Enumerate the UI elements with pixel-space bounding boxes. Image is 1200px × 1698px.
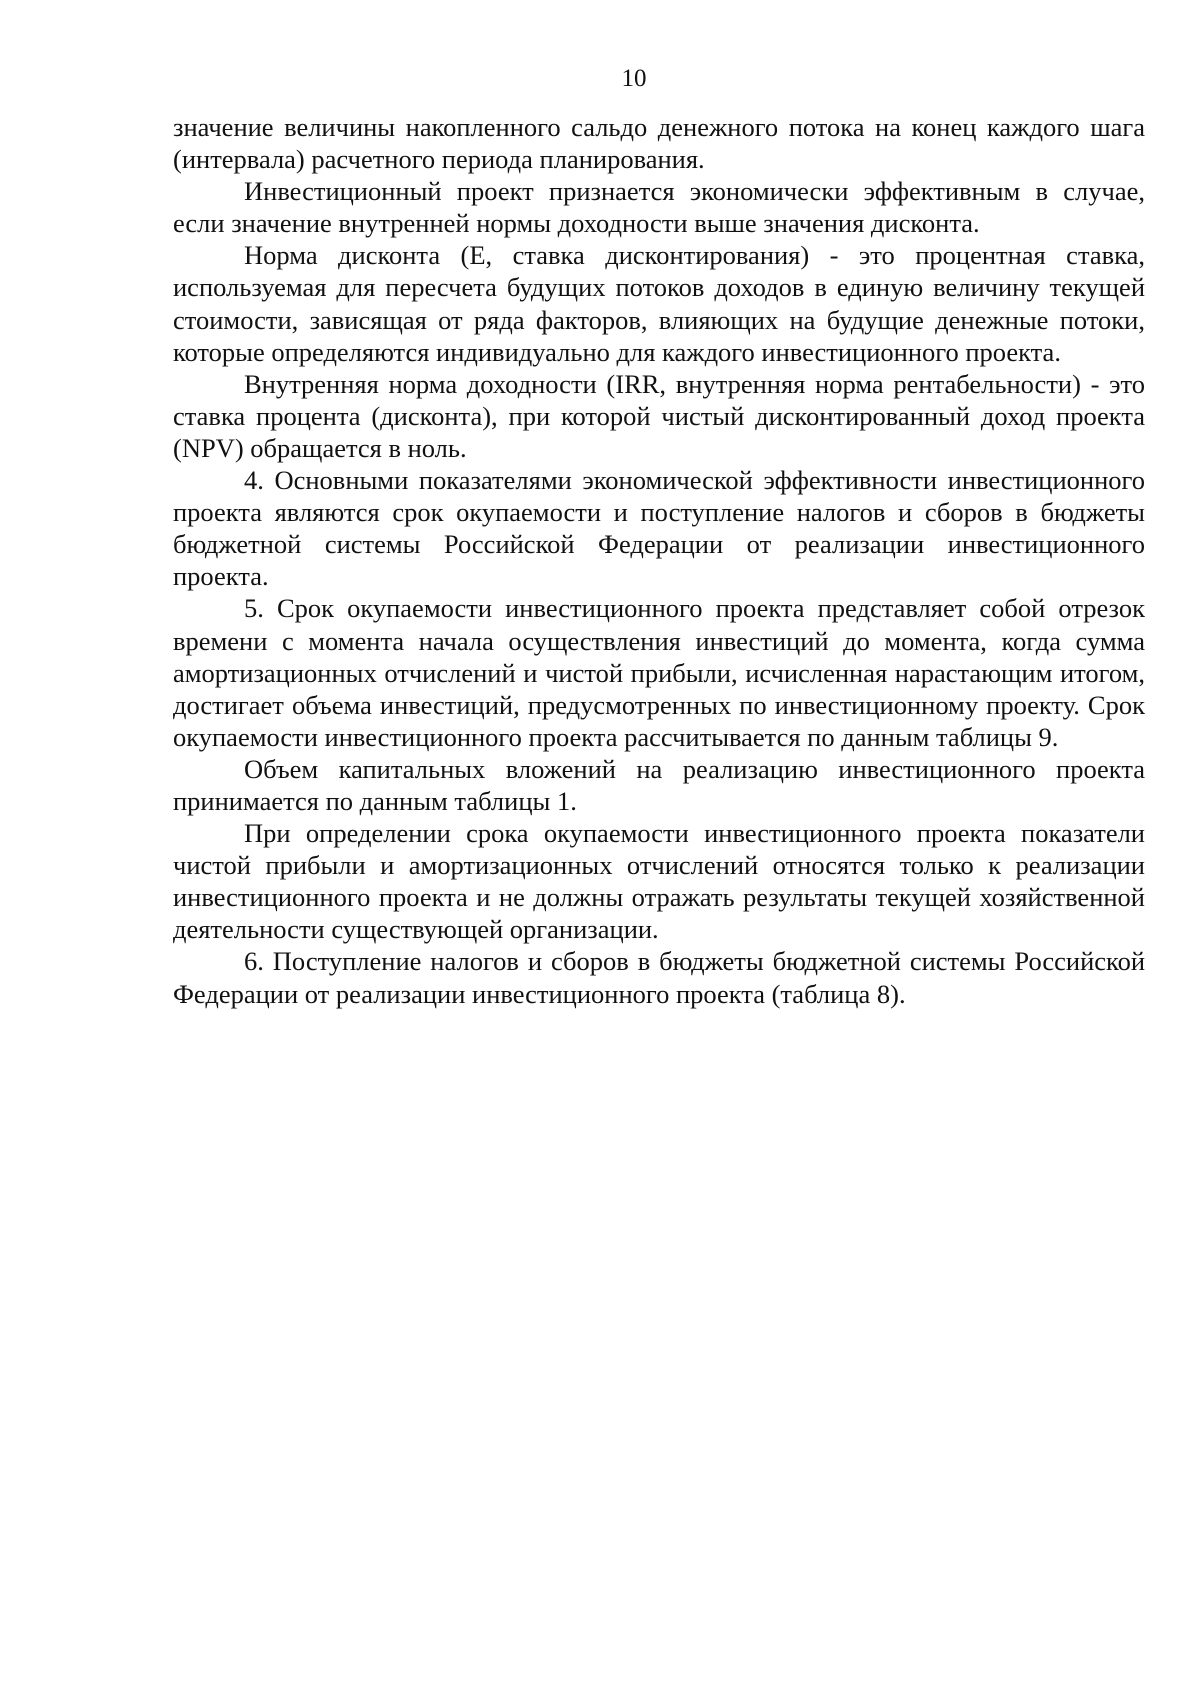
paragraph-item-4: 4. Основными показателями экономической эффективности инвестиционного проекта являются срок окупаемости и поступление налогов и сборов в бюджеты бюджетной системы Российской Федерации от реализации инвестиционного проекта. [173,465,1145,592]
document-body [173,111,1145,1010]
page-number: 10 [621,65,647,92]
paragraph-payback-determination: При определении срока окупаемости инвестиционного проекта показатели чистой прибыли и амортизационных отчислений относятся только к реализации инвестиционного проекта и не должны отражать результаты текущей хозяйственной деятельности существующей организации. [173,818,1145,945]
paragraph-item-6: 6. Поступление налогов и сборов в бюджеты бюджетной системы Российской Федерации от реализации инвестиционного проекта (таблица 8). [173,946,1145,1009]
paragraph-continuation: значение величины накопленного сальдо денежного потока на конец каждого шага (интервала) расчетного периода планирования. [173,112,1145,175]
paragraph-item-5: 5. Срок окупаемости инвестиционного проекта представляет собой отрезок времени с момента начала осуществления инвестиций до момента, когда сумма амортизационных отчислений и чистой прибыли, исчисленная нарастающим итогом, достигает объема инвестиций, предусмотренных по инвестиционному проекту. Срок окупаемости инвестиционного проекта рассчитывается по данным таблицы 9. [173,593,1145,752]
paragraph-irr: Внутренняя норма доходности (IRR, внутренняя норма рентабельности) - это ставка процента (дисконта), при которой чистый дисконтированный доход проекта (NPV) обращается в ноль. [173,368,1145,463]
paragraph-discount-rate: Норма дисконта (Е, ставка дисконтирования) - это процентная ставка, используемая для пересчета будущих потоков доходов в единую величину текущей стоимости, зависящая от ряда факторов, влияющих на будущие денежные потоки, которые определяются индивидуально для каждого инвестиционного проекта. [173,240,1145,367]
paragraph-capital-investment: Объем капитальных вложений на реализацию инвестиционного проекта принимается по данным таблицы 1. [173,753,1145,816]
paragraph-efficiency-criterion: Инвестиционный проект признается экономически эффективным в случае, если значение внутренней нормы доходности выше значения дисконта. [173,176,1145,239]
